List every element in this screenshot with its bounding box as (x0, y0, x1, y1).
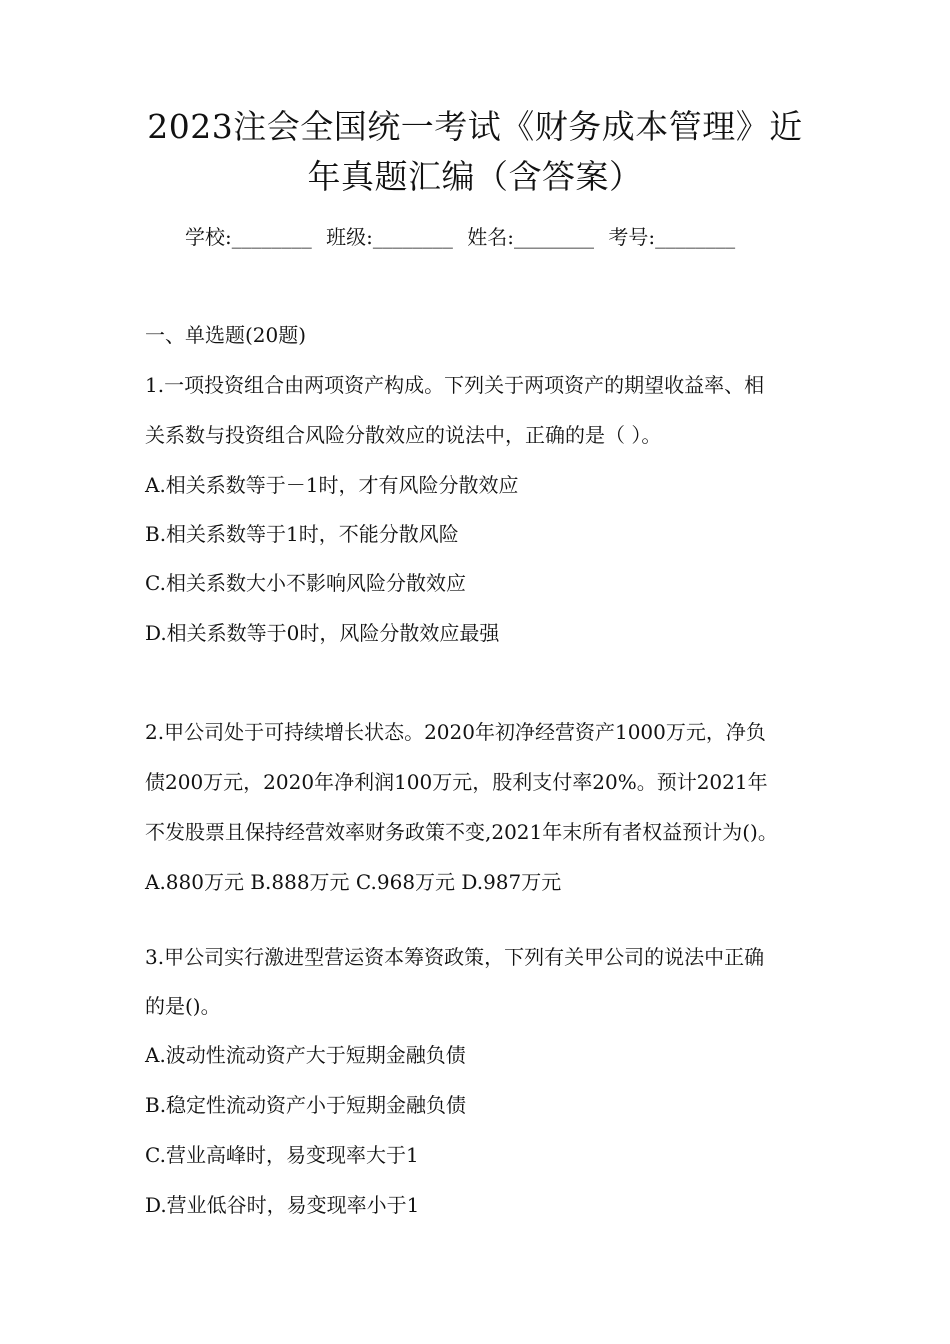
exam-number-field: 考号:________ (608, 225, 736, 249)
q3-option-a: A.波动性流动资产大于短期金融负债 (145, 1043, 466, 1067)
q3-stem-line-1: 3.甲公司实行激进型营运资本筹资政策，下列有关甲公司的说法中正确 (145, 945, 765, 969)
q2-stem-line-2: 债200万元，2020年净利润100万元，股利支付率20%。预计2021年 (145, 770, 768, 794)
q3-stem-line-2: 的是()。 (145, 994, 221, 1018)
q3-option-b: B.稳定性流动资产小于短期金融负债 (145, 1093, 467, 1117)
q1-option-d: D.相关系数等于0时，风险分散效应最强 (145, 621, 500, 645)
q1-option-a: A.相关系数等于－1时，才有风险分散效应 (145, 473, 519, 497)
name-field: 姓名:________ (467, 225, 594, 249)
q2-stem-line-1: 2.甲公司处于可持续增长状态。2020年初净经营资产1000万元，净负 (145, 720, 766, 744)
q2-options: A.880万元 B.888万元 C.968万元 D.987万元 (145, 870, 562, 894)
q3-option-c: C.营业高峰时，易变现率大于1 (145, 1143, 419, 1167)
q1-option-b: B.相关系数等于1时，不能分散风险 (145, 522, 459, 546)
q3-option-d: D.营业低谷时，易变现率小于1 (145, 1193, 420, 1217)
class-field: 班级:________ (326, 225, 453, 249)
q1-stem-line-1: 1.一项投资组合由两项资产构成。下列关于两项资产的期望收益率、相 (145, 373, 765, 397)
school-field: 学校:________ (185, 225, 312, 249)
document-title-line-1: 2023注会全国统一考试《财务成本管理》近 (147, 107, 803, 146)
student-info-row (185, 222, 785, 252)
q1-option-c: C.相关系数大小不影响风险分散效应 (145, 571, 466, 595)
q1-stem-line-2: 关系数与投资组合风险分散效应的说法中，正确的是（ ）。 (145, 423, 662, 447)
section-heading: 一、单选题(20题) (145, 323, 307, 347)
document-title-line-2: 年真题汇编（含答案） (307, 157, 643, 196)
q2-stem-line-3: 不发股票且保持经营效率财务政策不变,2021年末所有者权益预计为()。 (145, 820, 778, 844)
